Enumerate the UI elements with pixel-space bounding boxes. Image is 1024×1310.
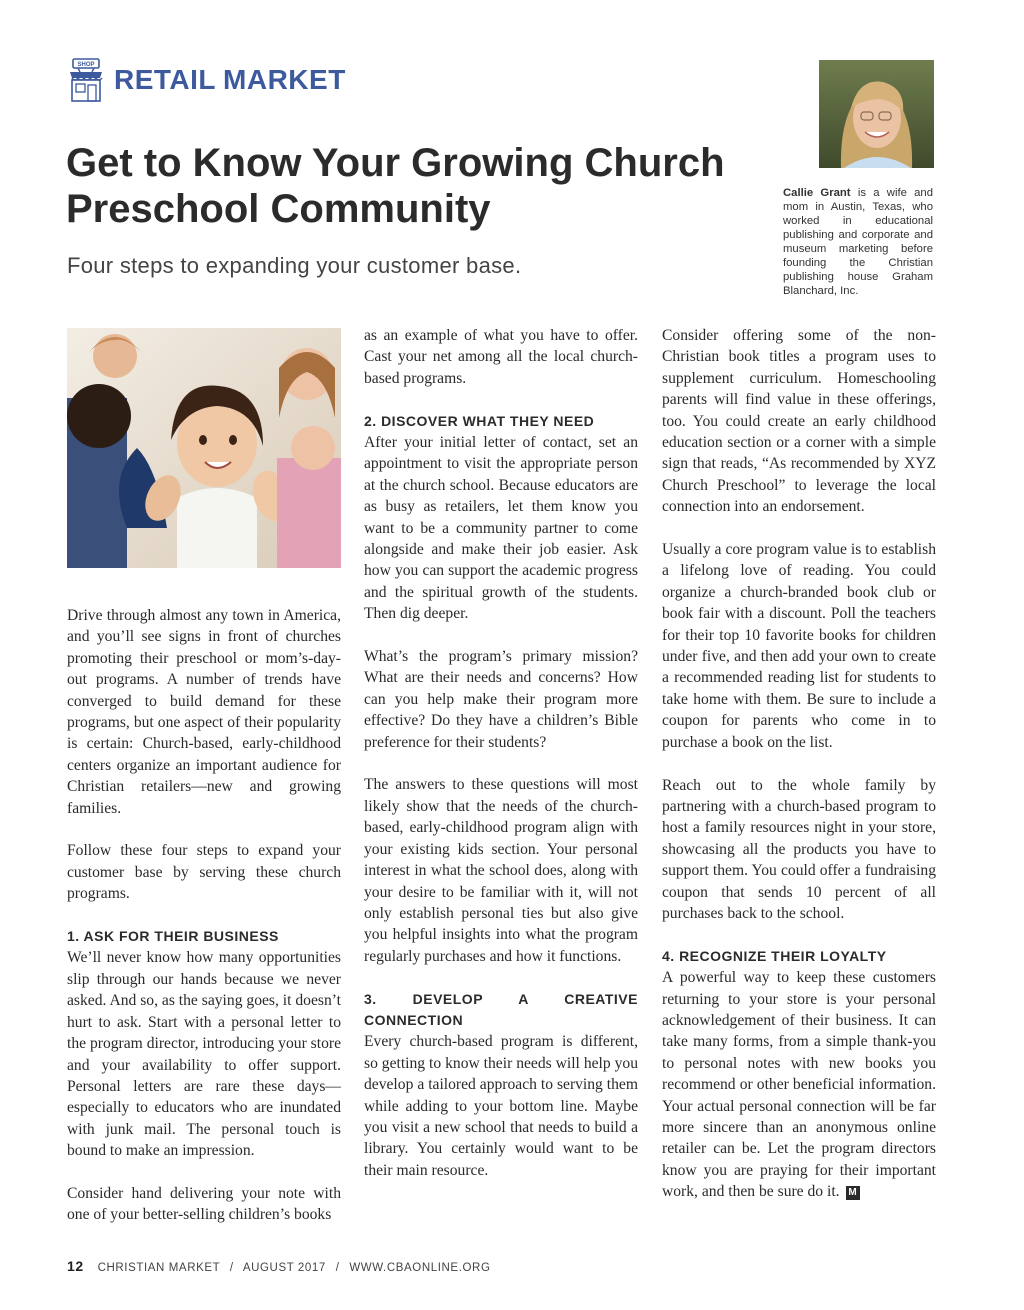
author-bio-text: is a wife and mom in Austin, Texas, who worked in educational publishing and corporate and museum marketing before founding the Christian publishing house Graham Blanchard, Inc. <box>783 187 933 297</box>
shop-icon <box>68 58 104 102</box>
article-column-1 <box>67 605 341 1226</box>
step-3-heading: 3. DEVELOP A CREATIVE CONNECTION <box>364 990 638 1028</box>
footer-separator: / <box>335 1262 340 1274</box>
step-2-paragraph-3: The answers to these questions will most likely show that the needs of the church-based, early-childhood program align with your existing kids section. Your personal interest in what the school does, along with your desire to be familiar with it, will not only establish personal ties but also give you helpful insights into what the program regularly purchases and how it functions. <box>364 776 638 965</box>
footer-separator: / <box>229 1262 234 1274</box>
article-subtitle: Four steps to expanding your customer base. <box>67 253 522 278</box>
article-column-3 <box>662 325 936 1203</box>
footer-publication: CHRISTIAN MARKET <box>97 1262 221 1274</box>
step-1-heading: 1. ASK FOR THEIR BUSINESS <box>67 928 279 945</box>
step-3-paragraph-4: Reach out to the whole family by partnering with a church-based program to host a family resources night in your store, showcasing all the products you have to support them. You could offer a fundraising coupon that sends 10 percent of all purchases back to the school. <box>662 776 936 922</box>
step-1-paragraph-2: Consider hand delivering your note with one of your better-selling children’s books <box>67 1184 341 1224</box>
author-photo <box>819 60 934 168</box>
shop-sign-text: SHOP <box>77 62 95 68</box>
step-1-paragraph: We’ll never know how many opportunities slip through our hands because we never asked. And so, as the saying goes, it doesn’t hurt to ask. Start with a personal letter to the program director, introducing your store and your availability to offer support. Personal letters are rare these days—especially to educators who are inundated with junk mail. The personal touch is bound to make an impression. <box>67 949 341 1160</box>
step-4-heading: 4. RECOGNIZE THEIR LOYALTY <box>662 947 887 964</box>
article-column-2 <box>364 325 638 1181</box>
author-name: Callie Grant <box>783 187 851 199</box>
author-bio <box>783 186 933 298</box>
step-2-paragraph: After your initial letter of contact, set an appointment to visit the appropriate person at the church school. Because educators are as busy as retailers, let them know you want to be a community partner to come alongside and make their job easier. Ask how you can support the academic progress and the spiritual growth of the students. Then dig deeper. <box>364 434 638 623</box>
footer-issue: AUGUST 2017 <box>242 1262 326 1274</box>
section-title-retail: RETAIL <box>114 64 217 95</box>
step-2-paragraph-2: What’s the program’s primary mission? What are their needs and concerns? How can you help make their program more effective? Do they have a children’s Bible preference for their students? <box>364 648 638 751</box>
step-4-text: A powerful way to keep these customers returning to your store is your personal acknowledgement of their business. It can take many forms, from a simple thank-you to personal notes with new books you recommend or other beneficial information. Your actual personal connection will be far more sincere than an anonymous online retailer can be. Let the program directors know you are praying for their important work, and then be sure do it. <box>662 969 936 1201</box>
step-3-paragraph: Every church-based program is different, so getting to know their needs will help you develop a tailored approach to serving them while adding to your bottom line. Maybe you visit a new school that needs to build a library. You certainly would want to be their main resource. <box>364 1033 638 1179</box>
step-3-paragraph-3: Usually a core program value is to establish a lifelong love of reading. You could organize a church-branded book club or book fair with a discount. Poll the teachers for their top 10 favorite books for children under five, and then add your own to create a recommended reading list for students to take home with them. Be sure to include a coupon for parents who come in to purchase a book on the list. <box>662 541 936 751</box>
children-clapping-photo <box>67 328 341 568</box>
section-header <box>68 58 346 102</box>
article-title: Get to Know Your Growing Church Preschool Community <box>66 141 725 231</box>
page-footer <box>67 1258 491 1274</box>
footer-website: WWW.CBAONLINE.ORG <box>349 1262 491 1274</box>
intro-paragraph: Drive through almost any town in America, and you’ll see signs in front of churches promoting their preschool or mom’s-day-out programs. A number of trends have converged to build demand for these programs, but one aspect of their popularity is certain: Church-based, early-childhood centers organize an important audience for Christian retailers—new and growing families. <box>67 607 341 817</box>
section-title <box>114 64 346 96</box>
step-2-heading: 2. DISCOVER WHAT THEY NEED <box>364 412 595 429</box>
step-4-paragraph <box>662 967 936 1202</box>
section-title-market: MARKET <box>223 64 346 95</box>
step-3-paragraph-2: Consider offering some of the non-Christian book titles a program uses to supplement curriculum. Homeschooling parents will find value in these offerings, too. You could create an early childhood education section or a corner with a simple sign that reads, “As recommended by XYZ Church Preschool” to leverage the local connection into an endorsement. <box>662 327 936 516</box>
step-1-paragraph-continued: as an example of what you have to offer. Cast your net among all the local church-based programs. <box>364 327 638 387</box>
intro-paragraph-2: Follow these four steps to expand your customer base by serving these church programs. <box>67 842 341 903</box>
end-mark-icon: M <box>846 1186 860 1200</box>
page-number: 12 <box>67 1258 84 1274</box>
